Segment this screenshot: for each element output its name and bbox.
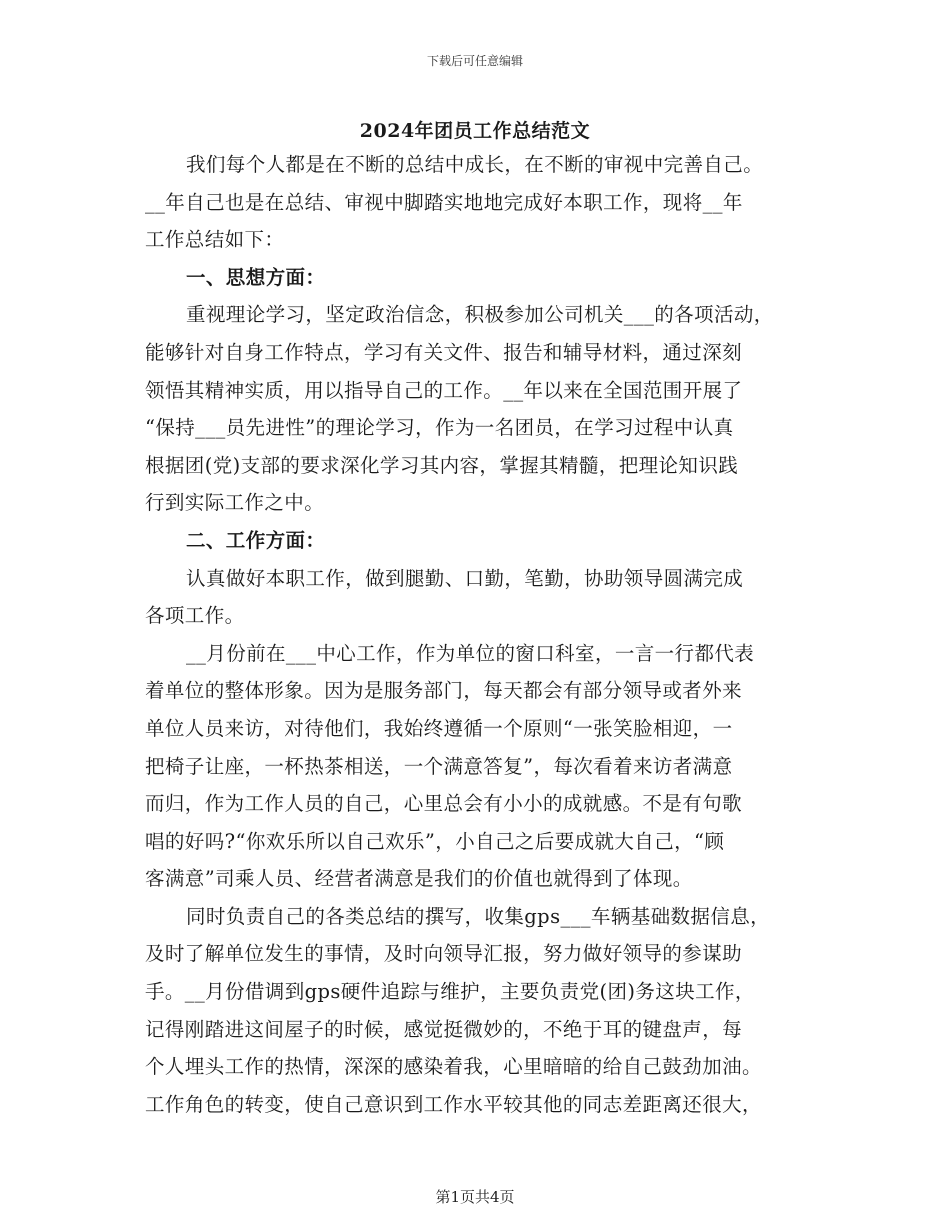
body-line: 工作总结如下： bbox=[145, 228, 285, 252]
body-line: 同时负责自己的各类总结的撰写，收集gps___车辆基础数据信息， bbox=[186, 904, 771, 928]
body-line: __月份前在___中心工作，作为单位的窗口科室，一言一行都代表 bbox=[186, 641, 755, 665]
body-line: 根据团(党)支部的要求深化学习其内容，掌握其精髓，把理论知识践 bbox=[145, 453, 739, 477]
body-line: 能够针对自身工作特点，学习有关文件、报告和辅导材料，通过深刻 bbox=[145, 340, 743, 364]
section-heading: 一、思想方面： bbox=[186, 265, 326, 289]
body-line: 着单位的整体形象。因为是服务部门，每天都会有部分领导或者外来 bbox=[145, 679, 743, 703]
body-line: 及时了解单位发生的事情，及时向领导汇报，努力做好领导的参谋助 bbox=[145, 942, 743, 966]
body-line: 各项工作。 bbox=[145, 604, 245, 628]
body-line: 客满意”司乘人员、经营者满意是我们的价值也就得到了体现。 bbox=[145, 867, 693, 891]
body-line: __年自己也是在总结、审视中脚踏实地地完成好本职工作，现将__年 bbox=[145, 190, 743, 214]
body-line: 重视理论学习，坚定政治信念，积极参加公司机关___的各项活动， bbox=[186, 303, 774, 327]
section-heading: 二、工作方面： bbox=[186, 528, 326, 552]
document-body bbox=[145, 146, 815, 1123]
body-line: 个人埋头工作的热情，深深的感染着我，心里暗暗的给自己鼓劲加油。 bbox=[145, 1055, 762, 1079]
body-line: 我们每个人都是在不断的总结中成长，在不断的审视中完善自己。 bbox=[186, 153, 764, 176]
page-header: 下载后可任意编辑 bbox=[426, 54, 523, 68]
body-line: 认真做好本职工作，做到腿勤、口勤，笔勤，协助领导圆满完成 bbox=[186, 566, 744, 590]
body-line: 记得刚踏进这间屋子的时候，感觉挺微妙的，不绝于耳的键盘声，每 bbox=[145, 1017, 743, 1041]
body-line: 手。__月份借调到gps硬件追踪与维护，主要负责党(团)务这块工作， bbox=[145, 980, 755, 1004]
body-line: 工作角色的转变，使自己意识到工作水平较其他的同志差距离还很大， bbox=[145, 1092, 762, 1116]
body-line: 行到实际工作之中。 bbox=[145, 491, 325, 515]
body-line: 领悟其精神实质，用以指导自己的工作。__年以来在全国范围开展了 bbox=[145, 378, 743, 402]
body-line: 唱的好吗?“你欢乐所以自己欢乐”，小自己之后要成就大自己，“顾 bbox=[145, 829, 725, 853]
document-title: 2024年团员工作总结范文 bbox=[359, 120, 591, 142]
page-number: 第1页共4页 bbox=[435, 1188, 515, 1206]
body-line: 把椅子让座，一杯热茶相送，一个满意答复”，每次看着来访者满意 bbox=[145, 754, 733, 778]
body-line: 单位人员来访，对待他们，我始终遵循一个原则“一张笑脸相迎，一 bbox=[145, 716, 733, 740]
body-line: 而归，作为工作人员的自己，心里总会有小小的成就感。不是有句歌 bbox=[145, 792, 743, 816]
body-line: “保持___员先进性”的理论学习，作为一名团员，在学习过程中认真 bbox=[145, 416, 734, 440]
